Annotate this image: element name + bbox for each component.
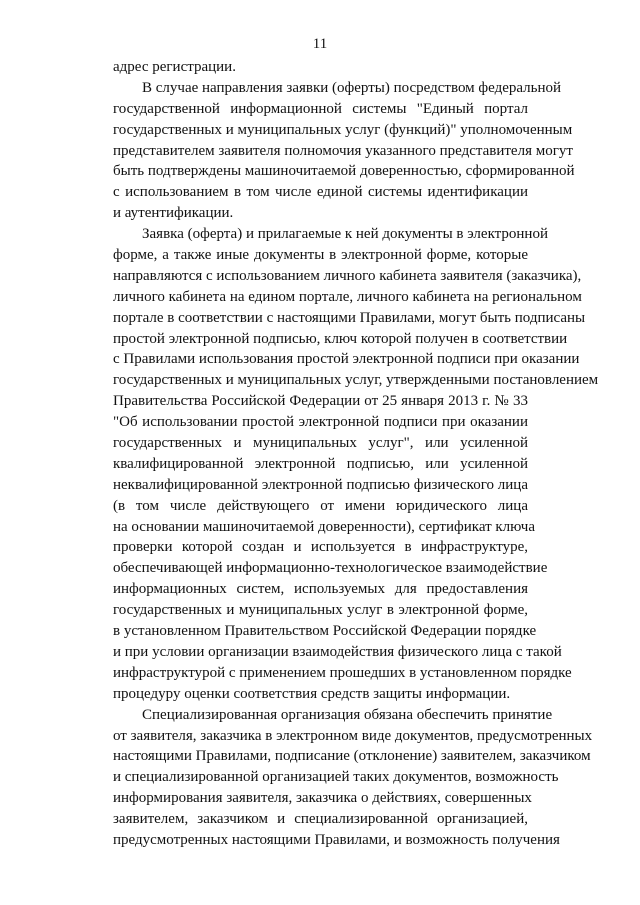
document-body [113, 57, 599, 851]
text-line: заявителем, заказчиком и специализированной организацией, [113, 811, 528, 828]
text-line: информационных систем, используемых для предоставления [113, 581, 528, 598]
text-line: "Об использовании простой электронной подписи при оказании [113, 414, 528, 431]
text-line: Правительства Российской Федерации от 25 января 2013 г. № 33 [113, 393, 528, 410]
text-line: Заявка (оферта) и прилагаемые к ней документы в электронной [142, 226, 548, 243]
text-line: форме, а также иные документы в электронной форме, которые [113, 247, 528, 264]
text-line: и специализированной организацией таких документов, возможность [113, 769, 559, 786]
text-line: обеспечивающей информационно-технологическое взаимодействие [113, 560, 548, 577]
text-line: на основании машиночитаемой доверенности), сертификат ключа [113, 518, 536, 535]
text-line: от заявителя, заказчика в электронном виде документов, предусмотренных [113, 727, 593, 744]
text-line: с Правилами использования простой электронной подписи при оказании [113, 351, 580, 368]
text-line: государственной информационной системы "Единый портал [113, 100, 528, 117]
text-line: информирования заявителя, заказчика о действиях, совершенных [113, 790, 532, 807]
text-line: адрес регистрации. [113, 59, 236, 75]
page-number: 11 [312, 36, 328, 52]
text-line: направляются с использованием личного кабинета заявителя (заказчика), [113, 267, 582, 284]
text-line: в установленном Правительством Российской Федерации порядке [113, 623, 537, 640]
text-line: неквалифицированной электронной подписью физического лица [113, 476, 528, 493]
text-line: инфраструктурой с применением прошедших в установленном порядке [113, 664, 572, 681]
text-line: государственных и муниципальных услуг в электронной форме, [113, 602, 528, 619]
text-line: (в том числе действующего от имени юридического лица [113, 497, 528, 514]
text-line: и при условии организации взаимодействия физического лица с такой [113, 643, 562, 660]
paragraph [113, 224, 599, 704]
text-line: государственных и муниципальных услуг", или усиленной [113, 435, 528, 452]
text-line: проверки которой создан и используется в инфраструктуре, [113, 539, 528, 556]
paragraph [113, 705, 593, 851]
text-line: с использованием в том числе единой системы идентификации [113, 184, 528, 201]
text-line: личного кабинета на едином портале, личного кабинета на региональном [113, 288, 582, 305]
text-line: представителем заявителя полномочия указанного представителя могут [113, 142, 573, 159]
text-line: государственных и муниципальных услуг, утвержденными постановлением [113, 372, 599, 389]
text-line: государственных и муниципальных услуг (функций)" уполномоченным [113, 121, 573, 138]
text-line: процедуру оценки соответствия средств защиты информации. [113, 685, 511, 702]
text-line: Специализированная организация обязана обеспечить принятие [142, 706, 553, 723]
text-line: предусмотренных настоящими Правилами, и возможность получения [113, 831, 560, 848]
text-line: В случае направления заявки (оферты) посредством федеральной [142, 79, 562, 96]
text-line: квалифицированной электронной подписью, или усиленной [113, 455, 528, 472]
text-line: быть подтверждены машиночитаемой доверенностью, сформированной [113, 163, 575, 180]
paragraph [113, 57, 528, 78]
text-line: и аутентификации. [113, 205, 234, 222]
text-line: портале в соответствии с настоящими Правилами, могут быть подписаны [113, 309, 586, 326]
text-line: простой электронной подписью, ключ которой получен в соответствии [113, 330, 568, 347]
text-line: настоящими Правилами, подписание (отклонение) заявителем, заказчиком [113, 748, 591, 765]
paragraph [113, 78, 575, 224]
